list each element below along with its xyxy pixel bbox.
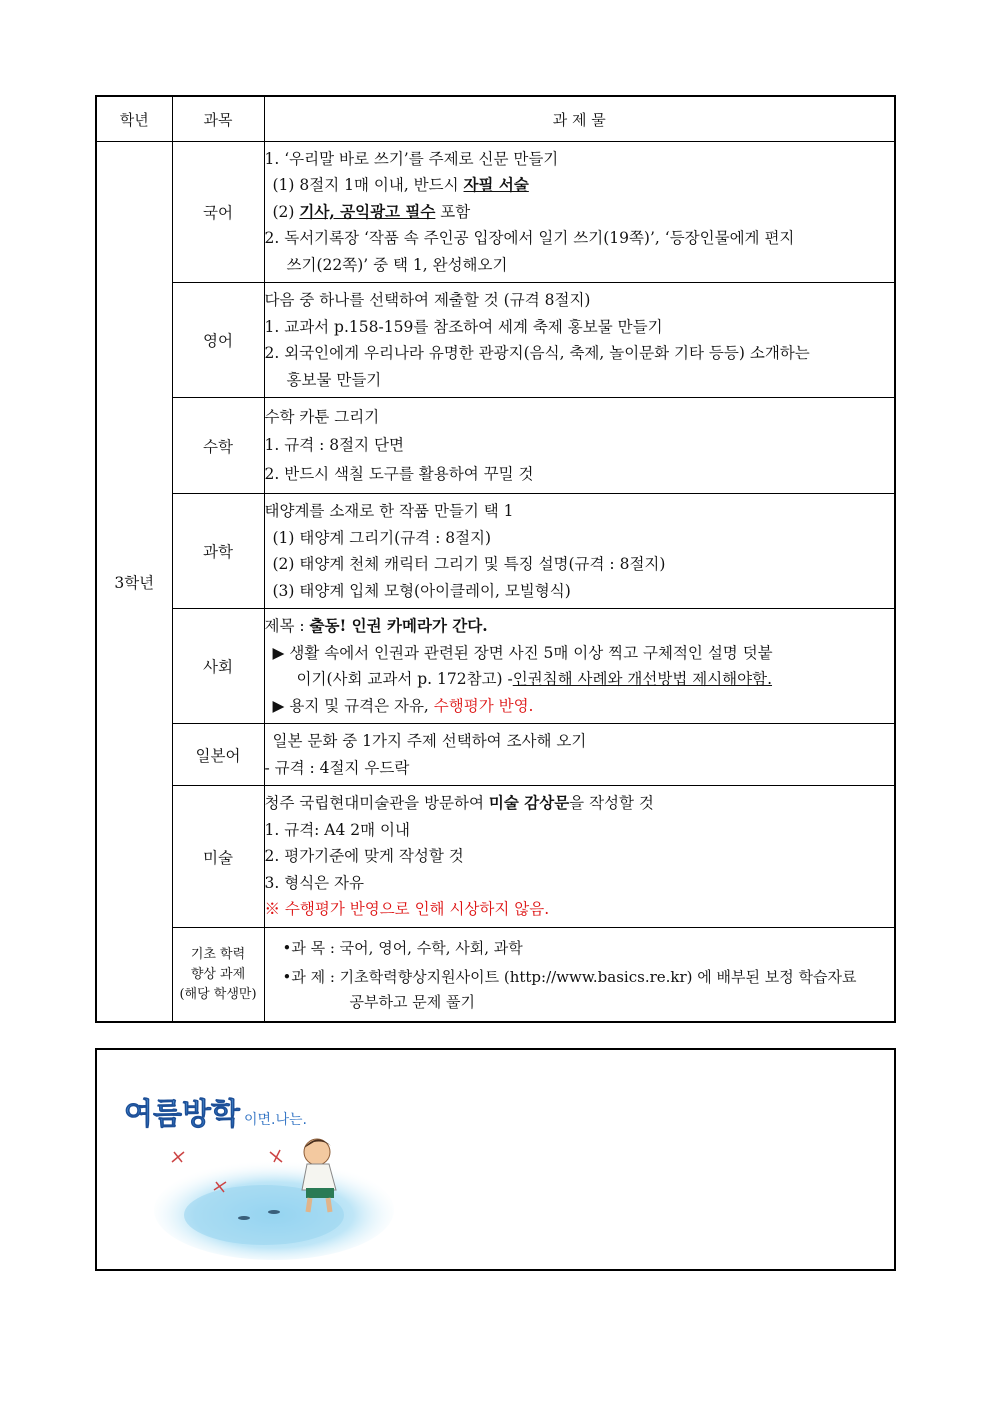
text-line: 1. ‘우리말 바로 쓰기’를 주제로 신문 만들기 [264,149,559,168]
text-line: •과 제 : 기초학력향상지원사이트 (http://www.basics.re.kr) 에 배부된 보정 학습자료 [282,967,857,986]
red-note: ※ 수행평가 반영으로 인해 시상하지 않음. [264,900,550,919]
row-japanese [96,724,895,786]
subject-basic [172,928,264,1023]
row-basic [96,928,895,1023]
text-line: (3) 태양계 입체 모형(아이클레이, 모빌형식) [272,581,571,600]
content-math [264,398,895,494]
text-line: •과 목 : 국어, 영어, 수학, 사회, 과학 [282,939,523,957]
subject-line: (해당 학생만) [179,986,257,1002]
emphasis-text: 미술 감상문 [488,793,570,813]
text-span: 제목 : [264,617,310,635]
text-line: (2) 태양계 천체 캐릭터 그리기 및 특징 설명(규격 : 8절지) [272,555,666,573]
row-social [96,609,895,724]
text-line [265,172,895,199]
table-header-row [96,96,895,142]
header-subject: 과목 [172,96,264,142]
text-line [265,199,895,226]
text-line: - 규격 : 4절지 우드락 [264,758,410,777]
text-line: 1. 규격 : 8절지 단면 [264,436,404,455]
text-span: 청주 국립현대미술관을 방문하여 [264,794,489,813]
underlined-text: 인권침해 사례와 개선방법 제시해야함. [512,670,773,688]
text-span: 이기(사회 교과서 p. 172참고) - [296,670,513,688]
social-title: 출동! 인권 카메라가 간다. [309,616,488,635]
row-math [96,398,895,494]
grade-cell: 3학년 [96,142,172,1023]
text-line: 3. 형식은 자유 [264,873,365,892]
text-line: 수학 카툰 그리기 [264,407,380,426]
header-task: 과 제 물 [264,96,895,142]
text-line: 쓰기(22쪽)’ 중 택 1, 완성해오기 [286,255,508,274]
text-span: 을 작성할 것 [569,794,654,813]
summer-vacation-illustration [124,1090,404,1260]
text-span: (2) [272,202,300,221]
text-line: 일본 문화 중 1가지 주제 선택하여 조사해 오기 [272,732,587,750]
subject-korean: 국어 [172,142,264,283]
subject-art: 미술 [172,786,264,928]
text-line: 2. 독서기록장 ‘작품 속 주인공 입장에서 일기 쓰기(19쪽)’, ‘등장인물에게 편지 [264,229,795,248]
text-line: 1. 규격: A4 2매 이내 [264,820,411,839]
text-line [265,693,895,720]
text-line [265,613,895,640]
red-note: 수행평가 반영. [433,696,534,715]
text-line: 2. 외국인에게 우리나라 유명한 관광지(음식, 축제, 놀이문화 기타 등등) 소개하는 [264,344,810,362]
subject-english: 영어 [172,283,264,398]
banner-subtitle: 이면.나는. [244,1112,307,1128]
content-science [264,494,895,609]
subject-science: 과학 [172,494,264,609]
text-line: 공부하고 문제 풀기 [349,993,475,1011]
text-span: (1) 8절지 1매 이내, 반드시 [272,176,464,195]
dragonfly-icon [172,1152,184,1162]
subject-japanese: 일본어 [172,724,264,786]
content-social [264,609,895,724]
emphasis-text: 기사, 공익광고 필수 [299,201,436,221]
text-span: 포함 [435,202,471,221]
text-line: 2. 반드시 색칠 도구를 활용하여 꾸밀 것 [264,464,534,483]
homework-table [95,95,896,1023]
emphasis-text: 자필 서술 [463,175,529,195]
text-line: 태양계를 소재로 한 작품 만들기 택 1 [264,502,514,520]
text-line: ▶ 생활 속에서 인권과 관련된 장면 사진 5매 이상 찍고 구체적인 설명 덧붙 [272,643,773,662]
text-line: 2. 평가기준에 맞게 작성할 것 [264,847,464,866]
subject-social: 사회 [172,609,264,724]
text-line: 1. 교과서 p.158-159를 참조하여 세계 축제 홍보물 만들기 [264,317,663,336]
content-art [264,786,895,928]
subject-line: 향상 과제 [190,966,246,982]
subject-line: 기초 학력 [190,946,246,962]
text-line [265,790,895,817]
content-korean [264,142,895,283]
banner-title: 여름방학 [124,1097,240,1132]
text-span: ▶ 용지 및 규격은 자유, [272,696,434,715]
text-line: (1) 태양계 그리기(규격 : 8절지) [272,528,492,547]
row-art [96,786,895,928]
subject-math: 수학 [172,398,264,494]
content-basic [264,928,895,1023]
row-english [96,283,895,398]
row-korean [96,142,895,283]
content-english [264,283,895,398]
text-line: 홍보물 만들기 [286,370,382,389]
row-science [96,494,895,609]
header-grade: 학년 [96,96,172,142]
content-japanese [264,724,895,786]
text-line [265,666,895,693]
text-line: 다음 중 하나를 선택하여 제출할 것 (규격 8절지) [264,291,591,309]
